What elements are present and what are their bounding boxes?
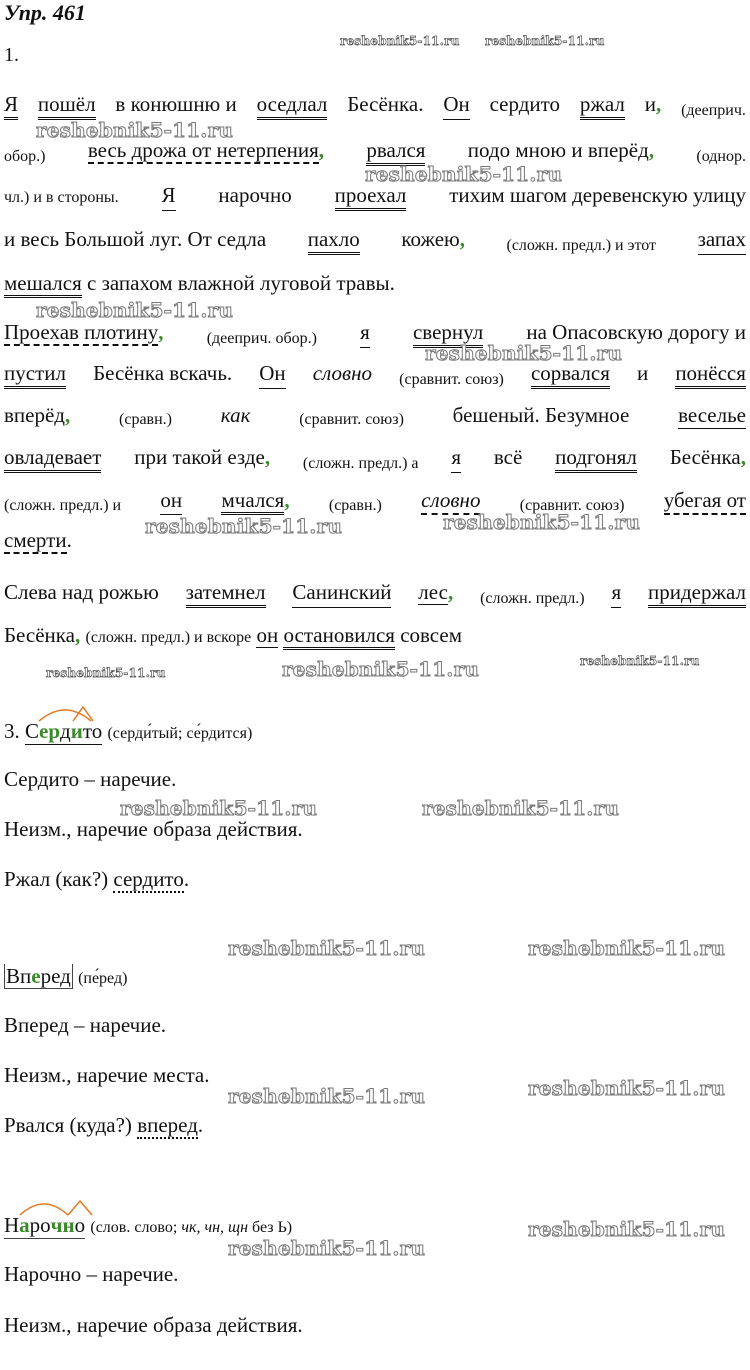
subject: веселье — [678, 403, 746, 427]
predicate: оседлал — [257, 92, 328, 120]
section-number-1: 1. — [4, 44, 19, 66]
p1-line-5 — [4, 271, 395, 296]
text: на Опасовскую дорогу и — [526, 320, 746, 344]
text: нарочно — [218, 183, 292, 207]
watermark: reshebnik5-11.ru — [340, 34, 460, 48]
p3-line-1 — [4, 580, 746, 608]
p2-line-3 — [4, 403, 746, 429]
note: (сравн.) — [328, 497, 382, 514]
text: Бесёнка вскачь. — [93, 361, 233, 385]
root-arc-icon — [4, 1197, 104, 1217]
note: (сложн. предл.) и — [4, 497, 122, 514]
subject: запах — [698, 227, 746, 255]
p1-line-1 — [4, 92, 746, 120]
exercise-title: Упр. 461 — [4, 0, 86, 25]
check-words: (слов. слово; чк, чн, щн без Ь) — [90, 1219, 293, 1236]
watermark: reshebnik5-11.ru — [120, 796, 318, 820]
text: и — [636, 361, 649, 385]
note: (однор. — [696, 148, 746, 165]
note: (дееприч. обор.) — [206, 330, 317, 347]
check-words: (серди́тый; се́рдится) — [107, 725, 253, 742]
watermark: reshebnik5-11.ru — [145, 514, 343, 538]
part-of-speech: Нарочно – наречие. — [4, 1262, 179, 1286]
note: (сложн. предл.) а — [302, 455, 419, 472]
watermark: reshebnik5-11.ru — [228, 1084, 426, 1108]
watermark: reshebnik5-11.ru — [485, 34, 605, 48]
text: сердито — [489, 92, 561, 116]
part-of-speech: Сердито – наречие. — [4, 767, 177, 791]
predicate: рвался — [366, 138, 425, 166]
text: всё — [493, 445, 523, 469]
adverbial: сердито — [113, 867, 184, 891]
text: и, — [644, 92, 662, 116]
predicate: свернул — [413, 320, 483, 348]
predicate: подгонял — [555, 445, 637, 473]
text: при такой езде, — [134, 445, 271, 469]
analyzed-word: Нарочно — [4, 1213, 85, 1239]
adverbial: вперед — [137, 1113, 198, 1137]
watermark: reshebnik5-11.ru — [443, 510, 641, 534]
subject: Он — [259, 361, 285, 389]
analyzed-word: Вперед — [6, 964, 71, 988]
subject: я — [451, 445, 461, 473]
note: (сравнит. союз) — [519, 497, 625, 514]
subject: лес, — [418, 580, 454, 604]
subject: я — [360, 320, 370, 348]
watermark: reshebnik5-11.ru — [528, 1217, 726, 1241]
predicate: мешался — [4, 271, 82, 298]
subject: он — [256, 623, 279, 647]
note: (сравнит. союз) — [399, 371, 504, 388]
text: с запахом влажной луговой травы. — [87, 271, 395, 295]
text: подо мною и вперёд, — [467, 138, 655, 162]
predicate: ржал — [580, 92, 625, 120]
text: вперёд, — [4, 403, 71, 427]
conjunction: словно — [312, 361, 373, 385]
subject: он — [160, 488, 182, 515]
text: Слева над рожью — [4, 580, 159, 604]
predicate: остановился — [283, 623, 394, 650]
syntactic-role: Ржал (как?) сердито. — [4, 867, 190, 891]
watermark: reshebnik5-11.ru — [228, 936, 426, 960]
morph-features: Неизм., наречие образа действия. — [4, 1313, 303, 1337]
period: . — [66, 528, 72, 552]
word-analysis-serdito — [4, 719, 252, 745]
predicate: пустил — [4, 361, 66, 389]
conjunction: словно — [421, 488, 480, 515]
watermark: reshebnik5-11.ru — [36, 118, 234, 142]
predicate: мчался, — [221, 488, 289, 515]
note: (сравнит. союз) — [299, 411, 404, 428]
text: тихим шагом деревенскую улицу — [449, 183, 746, 207]
watermark: reshebnik5-11.ru — [528, 1076, 726, 1100]
text: Бесёнка. — [347, 92, 424, 116]
watermark: reshebnik5-11.ru — [46, 666, 166, 680]
p1-line-3 — [4, 183, 746, 211]
predicate: сорвался — [531, 361, 610, 389]
morph-features: Неизм., наречие образа действия. — [4, 817, 303, 841]
note: обор.) — [4, 148, 46, 165]
root-arc-icon — [25, 703, 115, 723]
p2-line-1 — [4, 320, 746, 348]
note: (сложн. предл.) — [480, 590, 585, 607]
text: Бесёнка, — [669, 445, 746, 469]
note: (дееприч. — [681, 102, 746, 119]
subject: Он — [443, 92, 469, 120]
participle-phrase: весь дрожа от нетерпения, — [87, 138, 324, 162]
analyzed-word: Сердито — [25, 719, 102, 745]
watermark: reshebnik5-11.ru — [228, 1236, 426, 1260]
predicate: затемнел — [186, 580, 266, 608]
predicate: пошёл — [38, 92, 96, 120]
participle-phrase: Проехав плотину, — [4, 320, 164, 344]
p2-line-4 — [4, 445, 746, 473]
participle-phrase: убегая от — [664, 488, 746, 515]
watermark: reshebnik5-11.ru — [282, 657, 480, 681]
watermark: reshebnik5-11.ru — [528, 936, 726, 960]
text: чл.) и в стороны. — [4, 189, 119, 206]
check-words: (пе́ред) — [78, 970, 128, 987]
watermark: reshebnik5-11.ru — [425, 341, 623, 365]
predicate: овладевает — [4, 445, 101, 473]
conjunction: как — [220, 403, 251, 427]
p2-line-6 — [4, 528, 72, 553]
text: бешеный. Безумное — [452, 403, 630, 427]
note: (сравн.) — [119, 411, 172, 428]
watermark: reshebnik5-11.ru — [36, 298, 234, 322]
text: кожею, — [401, 227, 465, 251]
predicate: пахло — [308, 227, 360, 255]
part-of-speech: Вперед – наречие. — [4, 1013, 167, 1037]
p2-line-2 — [4, 361, 746, 389]
participle-phrase: смерти — [4, 528, 67, 552]
text: и весь Большой луг. От седла — [4, 227, 267, 251]
p3-line-2 — [4, 623, 462, 648]
note: (сложн. предл.) и вскоре — [85, 629, 252, 646]
subject: я — [611, 580, 621, 608]
subject: Я — [4, 92, 18, 120]
predicate: придержал — [648, 580, 746, 608]
note: (сложн. предл.) и этот — [506, 237, 657, 254]
predicate: проехал — [335, 183, 407, 211]
subject: Санинский — [292, 580, 391, 608]
watermark: reshebnik5-11.ru — [422, 796, 620, 820]
watermark: reshebnik5-11.ru — [580, 654, 700, 668]
p1-line-4 — [4, 227, 746, 255]
text: совсем — [400, 623, 462, 647]
text: Бесёнка, — [4, 623, 81, 647]
subject: Я — [162, 183, 176, 211]
morph-features: Неизм., наречие места. — [4, 1063, 210, 1087]
watermark: reshebnik5-11.ru — [365, 162, 563, 186]
syntactic-role: Рвался (куда?) вперед. — [4, 1113, 204, 1137]
text: в конюшню и — [115, 92, 237, 116]
predicate: понёсся — [675, 361, 746, 389]
section-number-3: 3. — [4, 719, 20, 743]
word-analysis-vpered — [4, 964, 127, 989]
